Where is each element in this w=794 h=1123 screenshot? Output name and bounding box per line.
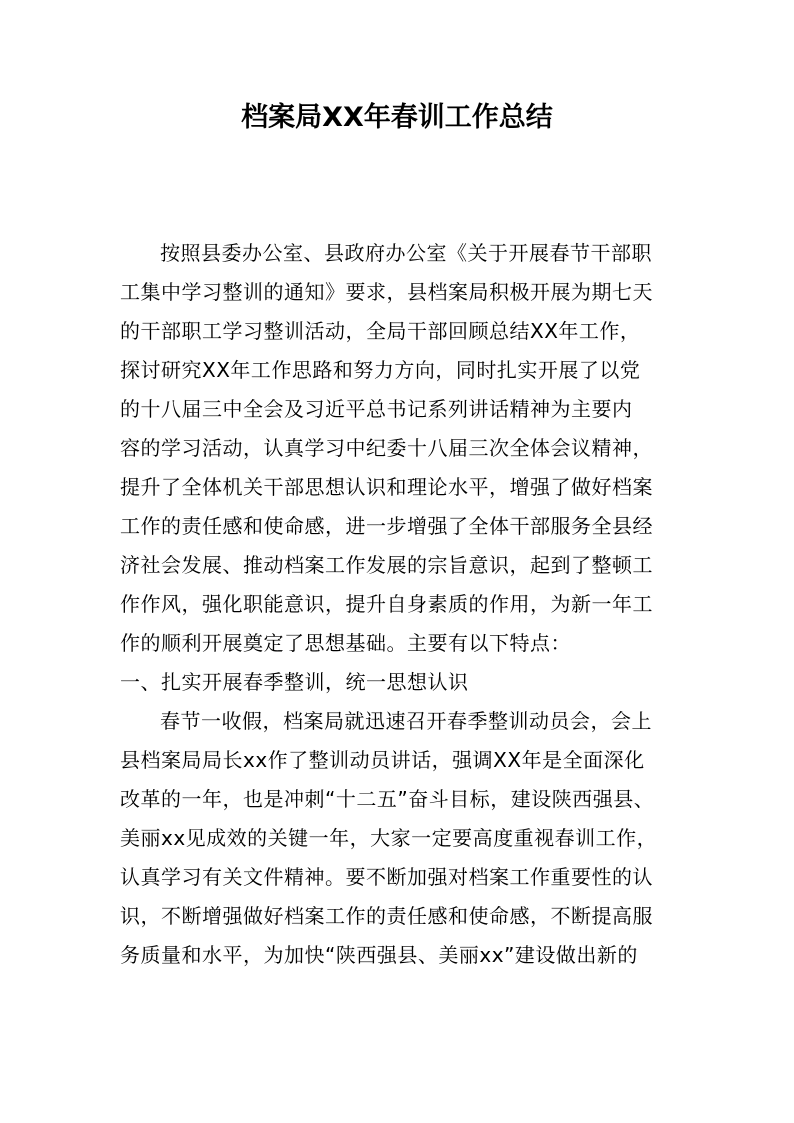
- paragraph-2-line: 春节一收假，档案局就迅速召开春季整训动员会，会上: [160, 709, 652, 733]
- paragraph-2-line: 识，不断增强做好档案工作的责任感和使命感，不断提高服: [120, 904, 653, 928]
- section-heading: 一、扎实开展春季整训，统一思想认识: [120, 670, 469, 694]
- paragraph-1-line: 工集中学习整训的通知》要求，县档案局积极开展为期七天: [120, 280, 653, 304]
- paragraph-1-line: 的十八届三中全会及习近平总书记系列讲话精神为主要内: [120, 397, 633, 421]
- paragraph-1-line: 作的顺利开展奠定了思想基础。主要有以下特点：: [120, 631, 571, 655]
- paragraph-2-line: 美丽xx见成效的关键一年，大家一定要高度重视春训工作，: [120, 826, 658, 850]
- paragraph-1-line: 的干部职工学习整训活动，全局干部回顾总结XX年工作，: [120, 319, 641, 343]
- paragraph-2-line: 务质量和水平，为加快“陕西强县、美丽xx”建设做出新的: [120, 943, 638, 967]
- paragraph-2-line: 认真学习有关文件精神。要不断加强对档案工作重要性的认: [120, 865, 653, 889]
- paragraph-1-line: 作作风，强化职能意识，提升自身素质的作用，为新一年工: [120, 592, 653, 616]
- paragraph-1-line: 工作的责任感和使命感，进一步增强了全体干部服务全县经: [120, 514, 653, 538]
- paragraph-2-line: 县档案局局长xx作了整训动员讲话，强调XX年是全面深化: [120, 748, 645, 772]
- page-title: 档案局XX年春训工作总结: [241, 102, 553, 133]
- paragraph-1-line: 容的学习活动，认真学习中纪委十八届三次全体会议精神，: [120, 436, 653, 460]
- paragraph-1-line: 探讨研究XX年工作思路和努力方向，同时扎实开展了以党: [120, 358, 641, 382]
- paragraph-1-line: 济社会发展、推动档案工作发展的宗旨意识，起到了整顿工: [120, 553, 653, 577]
- paragraph-1-line: 提升了全体机关干部思想认识和理论水平，增强了做好档案: [120, 475, 653, 499]
- paragraph-2-line: 改革的一年，也是冲刺“十二五”奋斗目标，建设陕西强县、: [120, 787, 655, 811]
- paragraph-1-line: 按照县委办公室、县政府办公室《关于开展春节干部职: [160, 241, 652, 265]
